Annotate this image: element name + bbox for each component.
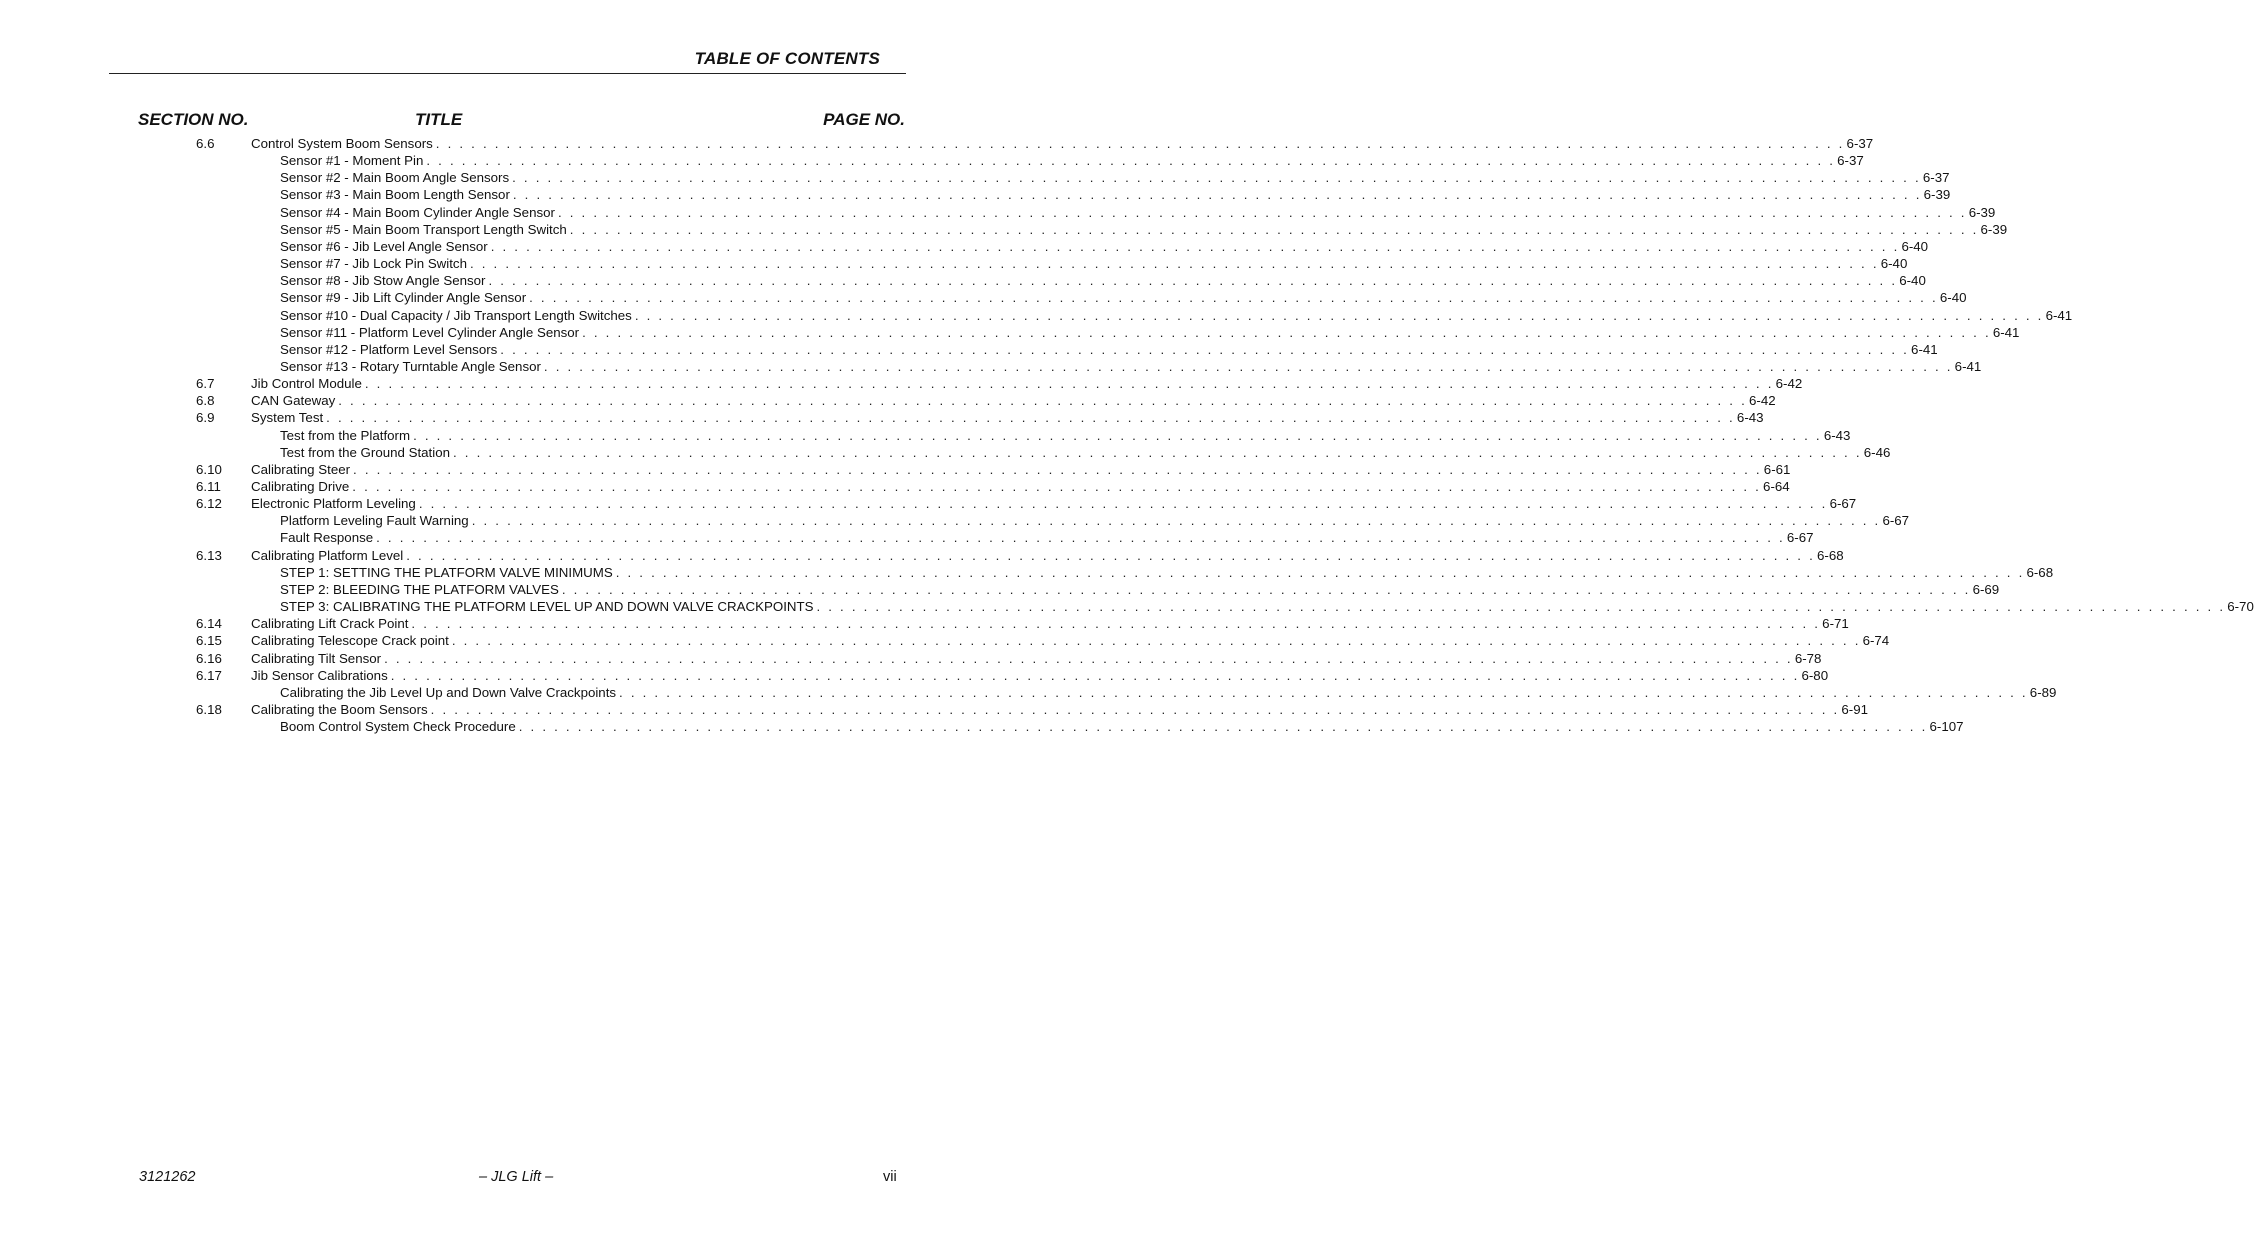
footer-publisher: – JLG Lift – (479, 1169, 554, 1185)
entry-title: Sensor #7 - Jib Lock Pin Switch (280, 256, 467, 272)
toc-entry-line (251, 667, 1829, 684)
entry-title: Sensor #3 - Main Boom Length Sensor (280, 187, 510, 203)
entry-page-number: 6-42 (1749, 393, 1776, 409)
entry-page-number: 6-40 (1880, 256, 1908, 272)
entry-title: Calibrating Platform Level (251, 547, 404, 563)
entry-title: Sensor #4 - Main Boom Cylinder Angle Sensor (280, 204, 555, 220)
toc-entry[interactable] (0, 238, 1929, 255)
dot-leader: . . . . . . . . . . . . . . . . . . . . . . . . . . . . . . . . . . . . . . . . . . . . . . . . . . . . . . . . . . . . . . . . . . . . . . . . . . . . . . . . . . . . . . . . . . . . . . . . . . . . . . . . . . . . . . . . . . . . . . . . (435, 136, 1845, 151)
toc-entry-line (251, 409, 1764, 426)
toc-entry[interactable] (0, 495, 1857, 512)
toc-entry-line (280, 427, 1851, 444)
toc-entry[interactable] (0, 701, 1869, 718)
toc-entry[interactable] (0, 289, 1967, 306)
toc-entry-line (280, 529, 1814, 546)
entry-page-number: 6-61 (1763, 461, 1791, 477)
entry-page-number: 6-71 (1822, 616, 1849, 632)
dot-leader: . . . . . . . . . . . . . . . . . . . . . . . . . . . . . . . . . . . . . . . . . . . . . . . . . . . . . . . . . . . . . . . . . . . . . . . . . . . . . . . . . . . . . . . . . . . . . . . . . . . . . . . . . . . . . . . . . . . . . . . . (411, 616, 1821, 632)
toc-entry[interactable] (0, 650, 1822, 667)
entry-page-number: 6-37 (1922, 170, 1950, 186)
toc-entry-line (280, 598, 2254, 615)
section-number: 6.18 (196, 701, 222, 717)
toc-entry-line (280, 718, 1964, 735)
entry-page-number: 6-41 (1954, 358, 1982, 374)
entry-title: Test from the Ground Station (280, 444, 450, 460)
dot-leader: . . . . . . . . . . . . . . . . . . . . . . . . . . . . . . . . . . . . . . . . . . . . . . . . . . . . . . . . . . . . . . . . . . . . . . . . . . . . . . . . . . . . . . . . . . . . . . . . . . . . . . . . . . . . . . . . . . . . . . . . (338, 393, 1747, 409)
toc-entry-line (251, 478, 1790, 495)
toc-entry-line (251, 615, 1849, 632)
toc-entry-line (280, 581, 2000, 598)
toc-entry[interactable] (0, 272, 1926, 289)
toc-entry-line (251, 461, 1791, 478)
entry-page-number: 6-74 (1862, 633, 1890, 649)
toc-entry-line (280, 186, 1951, 203)
toc-entry[interactable] (0, 444, 1891, 461)
toc-entry-line (280, 204, 1996, 221)
toc-entry-line (251, 650, 1822, 667)
column-header-section: SECTION NO. (138, 110, 249, 129)
entry-page-number: 6-70 (2227, 599, 2254, 615)
footer-page-number: vii (883, 1169, 897, 1185)
toc-entry-line (280, 512, 1910, 529)
toc-entry-line (251, 495, 1857, 512)
toc-entry-line (280, 221, 2008, 238)
entry-title: Calibrating Telescope Crack point (251, 633, 449, 649)
entry-page-number: 6-41 (2045, 307, 2073, 323)
dot-leader: . . . . . . . . . . . . . . . . . . . . . . . . . . . . . . . . . . . . . . . . . . . . . . . . . . . . . . . . . . . . . . . . . . . . . . . . . . . . . . . . . . . . . . . . . . . . . . . . . . . . . . . . . . . . . . . . . . . . . . . . (326, 410, 1735, 426)
toc-entry[interactable] (0, 341, 1938, 358)
toc-entry-line (280, 444, 1891, 461)
toc-entry-line (280, 238, 1929, 255)
entry-title: Sensor #9 - Jib Lift Cylinder Angle Sensor (280, 290, 527, 306)
page-header-title: TABLE OF CONTENTS (694, 49, 880, 68)
toc-entry[interactable] (0, 632, 1890, 649)
toc-entry-line (251, 375, 1803, 392)
toc-entry[interactable] (0, 598, 2254, 615)
entry-page-number: 6-39 (1923, 187, 1951, 203)
entry-page-number: 6-37 (1837, 153, 1864, 169)
entry-page-number: 6-40 (1939, 290, 1967, 306)
toc-entry[interactable] (0, 135, 1874, 152)
dot-leader: . . . . . . . . . . . . . . . . . . . . . . . . . . . . . . . . . . . . . . . . . . . . . . . . . . . . . . . . . . . . . . . . . . . . . . . . . . . . . . . . . . . . . . . . . . . . . . . . . . . . . . . . . . . . . . . . . . . . . . . . (569, 221, 1979, 237)
dot-leader: . . . . . . . . . . . . . . . . . . . . . . . . . . . . . . . . . . . . . . . . . . . . . . . . . . . . . . . . . . . . . . . . . . . . . . . . . . . . . . . . . . . . . . . . . . . . . . . . . . . . . . . . . . . . . . . . . . . . . . . . (634, 307, 2044, 323)
toc-entry[interactable] (0, 186, 1951, 203)
entry-page-number: 6-91 (1841, 701, 1869, 717)
dot-leader: . . . . . . . . . . . . . . . . . . . . . . . . . . . . . . . . . . . . . . . . . . . . . . . . . . . . . . . . . . . . . . . . . . . . . . . . . . . . . . . . . . . . . . . . . . . . . . . . . . . . . . . . . . . . . . . . . . . . . . . . (816, 599, 2226, 615)
entry-title: Calibrating the Jib Level Up and Down Valve Crackpoints (280, 684, 617, 700)
dot-leader: . . . . . . . . . . . . . . . . . . . . . . . . . . . . . . . . . . . . . . . . . . . . . . . . . . . . . . . . . . . . . . . . . . . . . . . . . . . . . . . . . . . . . . . . . . . . . . . . . . . . . . . . . . . . . . . . . . . . . . . . (518, 719, 1928, 735)
dot-leader: . . . . . . . . . . . . . . . . . . . . . . . . . . . . . . . . . . . . . . . . . . . . . . . . . . . . . . . . . . . . . . . . . . . . . . . . . . . . . . . . . . . . . . . . . . . . . . . . . . . . . . . . . . . . . . . . . . . . . . . . (352, 479, 1762, 494)
toc-entry[interactable] (0, 615, 1849, 632)
dot-leader: . . . . . . . . . . . . . . . . . . . . . . . . . . . . . . . . . . . . . . . . . . . . . . . . . . . . . . . . . . . . . . . . . . . . . . . . . . . . . . . . . . . . . . . . . . . . . . . . . . . . . . . . . . . . . . . . . . . . . . . . (406, 547, 1815, 563)
toc-entry[interactable] (0, 307, 2073, 324)
toc-entry-line (280, 255, 1908, 272)
section-number: 6.6 (196, 136, 215, 151)
section-number: 6.16 (196, 650, 222, 666)
entry-title: Sensor #6 - Jib Level Angle Sensor (280, 238, 488, 254)
toc-entry-line (280, 152, 1864, 169)
toc-entry[interactable] (0, 392, 1776, 409)
entry-title: STEP 1: SETTING THE PLATFORM VALVE MINIMUMS (280, 564, 613, 580)
section-number: 6.15 (196, 633, 222, 649)
dot-leader: . . . . . . . . . . . . . . . . . . . . . . . . . . . . . . . . . . . . . . . . . . . . . . . . . . . . . . . . . . . . . . . . . . . . . . . . . . . . . . . . . . . . . . . . . . . . . . . . . . . . . . . . . . . . . . . . . . . . . . . . (390, 667, 1800, 683)
toc-entry-line (251, 392, 1776, 409)
entry-page-number: 6-41 (1911, 341, 1938, 357)
entry-title: STEP 3: CALIBRATING THE PLATFORM LEVEL UP AND DOWN VALVE CRACKPOINTS (280, 599, 814, 615)
toc-entry[interactable] (0, 169, 1950, 186)
toc-entry[interactable] (0, 375, 1803, 392)
section-number: 6.17 (196, 667, 222, 683)
dot-leader: . . . . . . . . . . . . . . . . . . . . . . . . . . . . . . . . . . . . . . . . . . . . . . . . . . . . . . . . . . . . . . . . . . . . . . . . . . . . . . . . . . . . . . . . . . . . . . . . . . . . . . . . . . . . . . . . . . . . . . . . (500, 341, 1910, 357)
entry-title: Control System Boom Sensors (251, 136, 433, 151)
toc-entry-line (280, 564, 2054, 581)
section-number: 6.9 (196, 410, 215, 426)
dot-leader: . . . . . . . . . . . . . . . . . . . . . . . . . . . . . . . . . . . . . . . . . . . . . . . . . . . . . . . . . . . . . . . . . . . . . . . . . . . . . . . . . . . . . . . . . . . . . . . . . . . . . . . . . . . . . . . . . . . . . . . . (384, 650, 1793, 666)
dot-leader: . . . . . . . . . . . . . . . . . . . . . . . . . . . . . . . . . . . . . . . . . . . . . . . . . . . . . . . . . . . . . . . . . . . . . . . . . . . . . . . . . . . . . . . . . . . . . . . . . . . . . . . . . . . . . . . . . . . . . . . . (512, 187, 1922, 203)
entry-title: Sensor #8 - Jib Stow Angle Sensor (280, 273, 486, 289)
entry-page-number: 6-67 (1786, 530, 1814, 546)
toc-entry-line (280, 289, 1967, 306)
entry-page-number: 6-37 (1846, 136, 1874, 151)
entry-title: Calibrating Drive (251, 479, 350, 494)
entry-title: Platform Leveling Fault Warning (280, 513, 469, 529)
section-number: 6.12 (196, 496, 222, 512)
entry-page-number: 6-80 (1801, 667, 1829, 683)
entry-title: Calibrating Lift Crack Point (251, 616, 409, 632)
dot-leader: . . . . . . . . . . . . . . . . . . . . . . . . . . . . . . . . . . . . . . . . . . . . . . . . . . . . . . . . . . . . . . . . . . . . . . . . . . . . . . . . . . . . . . . . . . . . . . . . . . . . . . . . . . . . . . . . . . . . . . . . (529, 290, 1938, 306)
entry-page-number: 6-69 (1972, 581, 2000, 597)
entry-page-number: 6-64 (1763, 479, 1790, 494)
entry-title: CAN Gateway (251, 393, 336, 409)
dot-leader: . . . . . . . . . . . . . . . . . . . . . . . . . . . . . . . . . . . . . . . . . . . . . . . . . . . . . . . . . . . . . . . . . . . . . . . . . . . . . . . . . . . . . . . . . . . . . . . . . . . . . . . . . . . . . . . . . . . . . . . . (453, 444, 1862, 460)
dot-leader: . . . . . . . . . . . . . . . . . . . . . . . . . . . . . . . . . . . . . . . . . . . . . . . . . . . . . . . . . . . . . . . . . . . . . . . . . . . . . . . . . . . . . . . . . . . . . . . . . . . . . . . . . . . . . . . . . . . . . . . . (512, 170, 1921, 186)
toc-entry[interactable] (0, 204, 1996, 221)
dot-leader: . . . . . . . . . . . . . . . . . . . . . . . . . . . . . . . . . . . . . . . . . . . . . . . . . . . . . . . . . . . . . . . . . . . . . . . . . . . . . . . . . . . . . . . . . . . . . . . . . . . . . . . . . . . . . . . . . . . . . . . . (430, 701, 1840, 717)
entry-title: Electronic Platform Leveling (251, 496, 416, 512)
entry-title: STEP 2: BLEEDING THE PLATFORM VALVES (280, 581, 559, 597)
toc-entry[interactable] (0, 581, 2000, 598)
dot-leader: . . . . . . . . . . . . . . . . . . . . . . . . . . . . . . . . . . . . . . . . . . . . . . . . . . . . . . . . . . . . . . . . . . . . . . . . . . . . . . . . . . . . . . . . . . . . . . . . . . . . . . . . . . . . . . . . . . . . . . . . (353, 461, 1762, 477)
dot-leader: . . . . . . . . . . . . . . . . . . . . . . . . . . . . . . . . . . . . . . . . . . . . . . . . . . . . . . . . . . . . . . . . . . . . . . . . . . . . . . . . . . . . . . . . . . . . . . . . . . . . . . . . . . . . . . . . . . . . . . . . (471, 513, 1881, 529)
section-number: 6.7 (196, 376, 215, 392)
entry-page-number: 6-89 (2029, 684, 2057, 700)
dot-leader: . . . . . . . . . . . . . . . . . . . . . . . . . . . . . . . . . . . . . . . . . . . . . . . . . . . . . . . . . . . . . . . . . . . . . . . . . . . . . . . . . . . . . . . . . . . . . . . . . . . . . . . . . . . . . . . . . . . . . . . . (376, 530, 1785, 546)
entry-title: Sensor #2 - Main Boom Angle Sensors (280, 170, 510, 186)
entry-page-number: 6-46 (1863, 444, 1891, 460)
dot-leader: . . . . . . . . . . . . . . . . . . . . . . . . . . . . . . . . . . . . . . . . . . . . . . . . . . . . . . . . . . . . . . . . . . . . . . . . . . . . . . . . . . . . . . . . . . . . . . . . . . . . . . . . . . . . . . . . . . . . . . . . (582, 324, 1991, 340)
toc-entry[interactable] (0, 564, 2054, 581)
entry-page-number: 6-67 (1882, 513, 1910, 529)
dot-leader: . . . . . . . . . . . . . . . . . . . . . . . . . . . . . . . . . . . . . . . . . . . . . . . . . . . . . . . . . . . . . . . . . . . . . . . . . . . . . . . . . . . . . . . . . . . . . . . . . . . . . . . . . . . . . . . . . . . . . . . . (543, 358, 1953, 374)
toc-entry[interactable] (0, 461, 1791, 478)
entry-page-number: 6-41 (1992, 324, 2020, 340)
dot-leader: . . . . . . . . . . . . . . . . . . . . . . . . . . . . . . . . . . . . . . . . . . . . . . . . . . . . . . . . . . . . . . . . . . . . . . . . . . . . . . . . . . . . . . . . . . . . . . . . . . . . . . . . . . . . . . . . . . . . . . . . (413, 427, 1822, 443)
toc-entry[interactable] (0, 255, 1908, 272)
toc-entry[interactable] (0, 512, 1910, 529)
entry-title: Calibrating Tilt Sensor (251, 650, 382, 666)
entry-page-number: 6-43 (1736, 410, 1764, 426)
entry-title: Fault Response (280, 530, 374, 546)
entry-page-number: 6-67 (1829, 496, 1857, 512)
toc-entry[interactable] (0, 152, 1864, 169)
entry-page-number: 6-40 (1901, 238, 1929, 254)
toc-entry[interactable] (0, 529, 1814, 546)
entry-title: Sensor #11 - Platform Level Cylinder Angle Sensor (280, 324, 580, 340)
entry-page-number: 6-43 (1823, 427, 1851, 443)
toc-entry-line (280, 169, 1950, 186)
toc-entry[interactable] (0, 427, 1851, 444)
dot-leader: . . . . . . . . . . . . . . . . . . . . . . . . . . . . . . . . . . . . . . . . . . . . . . . . . . . . . . . . . . . . . . . . . . . . . . . . . . . . . . . . . . . . . . . . . . . . . . . . . . . . . . . . . . . . . . . . . . . . . . . . (619, 684, 2028, 700)
dot-leader: . . . . . . . . . . . . . . . . . . . . . . . . . . . . . . . . . . . . . . . . . . . . . . . . . . . . . . . . . . . . . . . . . . . . . . . . . . . . . . . . . . . . . . . . . . . . . . . . . . . . . . . . . . . . . . . . . . . . . . . . (561, 581, 1971, 597)
dot-leader: . . . . . . . . . . . . . . . . . . . . . . . . . . . . . . . . . . . . . . . . . . . . . . . . . . . . . . . . . . . . . . . . . . . . . . . . . . . . . . . . . . . . . . . . . . . . . . . . . . . . . . . . . . . . . . . . . . . . . . . . (364, 376, 1774, 392)
toc-entry[interactable] (0, 478, 1790, 495)
entry-title: Sensor #12 - Platform Level Sensors (280, 341, 498, 357)
toc-entry-line (251, 632, 1890, 649)
toc-entry[interactable] (0, 409, 1764, 426)
toc-entry[interactable] (0, 684, 2057, 701)
entry-title: Jib Control Module (251, 376, 362, 392)
entry-title: Sensor #1 - Moment Pin (280, 153, 424, 169)
dot-leader: . . . . . . . . . . . . . . . . . . . . . . . . . . . . . . . . . . . . . . . . . . . . . . . . . . . . . . . . . . . . . . . . . . . . . . . . . . . . . . . . . . . . . . . . . . . . . . . . . . . . . . . . . . . . . . . . . . . . . . . . (451, 633, 1861, 649)
entry-title: Calibrating Steer (251, 461, 351, 477)
dot-leader: . . . . . . . . . . . . . . . . . . . . . . . . . . . . . . . . . . . . . . . . . . . . . . . . . . . . . . . . . . . . . . . . . . . . . . . . . . . . . . . . . . . . . . . . . . . . . . . . . . . . . . . . . . . . . . . . . . . . . . . . (488, 273, 1898, 289)
toc-entry[interactable] (0, 221, 2008, 238)
entry-title: Calibrating the Boom Sensors (251, 701, 428, 717)
toc-entry-line (251, 135, 1874, 152)
dot-leader: . . . . . . . . . . . . . . . . . . . . . . . . . . . . . . . . . . . . . . . . . . . . . . . . . . . . . . . . . . . . . . . . . . . . . . . . . . . . . . . . . . . . . . . . . . . . . . . . . . . . . . . . . . . . . . . . . . . . . . . . (615, 564, 2025, 580)
header-rule (109, 73, 906, 74)
entry-title: Boom Control System Check Procedure (280, 719, 516, 735)
toc-entry-line (251, 547, 1844, 564)
entry-title: Test from the Platform (280, 427, 411, 443)
entry-title: Sensor #13 - Rotary Turntable Angle Sensor (280, 358, 541, 374)
entry-title: Jib Sensor Calibrations (251, 667, 388, 683)
toc-entry-line (280, 307, 2073, 324)
entry-page-number: 6-78 (1794, 650, 1822, 666)
entry-page-number: 6-42 (1775, 376, 1803, 392)
section-number: 6.8 (196, 393, 215, 409)
entry-title: Sensor #10 - Dual Capacity / Jib Transport Length Switches (280, 307, 632, 323)
footer-doc-number: 3121262 (139, 1169, 196, 1185)
toc-entry-line (280, 684, 2057, 701)
entry-title: System Test (251, 410, 324, 426)
toc-entry-line (280, 341, 1938, 358)
entry-page-number: 6-107 (1929, 719, 1964, 735)
dot-leader: . . . . . . . . . . . . . . . . . . . . . . . . . . . . . . . . . . . . . . . . . . . . . . . . . . . . . . . . . . . . . . . . . . . . . . . . . . . . . . . . . . . . . . . . . . . . . . . . . . . . . . . . . . . . . . . . . . . . . . . . (426, 153, 1836, 169)
dot-leader: . . . . . . . . . . . . . . . . . . . . . . . . . . . . . . . . . . . . . . . . . . . . . . . . . . . . . . . . . . . . . . . . . . . . . . . . . . . . . . . . . . . . . . . . . . . . . . . . . . . . . . . . . . . . . . . . . . . . . . . . (418, 496, 1828, 512)
entry-page-number: 6-39 (1968, 204, 1996, 220)
toc-entry[interactable] (0, 718, 1964, 735)
toc-entry[interactable] (0, 547, 1844, 564)
toc-entry[interactable] (0, 324, 2020, 341)
section-number: 6.11 (196, 479, 221, 494)
toc-entry-line (251, 701, 1869, 718)
column-header-page: PAGE NO. (823, 110, 905, 129)
column-header-title: TITLE (415, 110, 463, 129)
entry-title: Sensor #5 - Main Boom Transport Length Switch (280, 221, 567, 237)
dot-leader: . . . . . . . . . . . . . . . . . . . . . . . . . . . . . . . . . . . . . . . . . . . . . . . . . . . . . . . . . . . . . . . . . . . . . . . . . . . . . . . . . . . . . . . . . . . . . . . . . . . . . . . . . . . . . . . . . . . . . . . . (490, 238, 1900, 254)
entry-page-number: 6-68 (2026, 564, 2054, 580)
section-number: 6.13 (196, 547, 222, 563)
entry-page-number: 6-68 (1817, 547, 1844, 563)
entry-page-number: 6-40 (1899, 273, 1926, 289)
toc-entry-line (280, 324, 2020, 341)
toc-entry[interactable] (0, 667, 1829, 684)
section-number: 6.14 (196, 616, 222, 632)
toc-entry[interactable] (0, 358, 1982, 375)
section-number: 6.10 (196, 461, 222, 477)
dot-leader: . . . . . . . . . . . . . . . . . . . . . . . . . . . . . . . . . . . . . . . . . . . . . . . . . . . . . . . . . . . . . . . . . . . . . . . . . . . . . . . . . . . . . . . . . . . . . . . . . . . . . . . . . . . . . . . . . . . . . . . . (469, 256, 1879, 272)
toc-entry-line (280, 358, 1982, 375)
dot-leader: . . . . . . . . . . . . . . . . . . . . . . . . . . . . . . . . . . . . . . . . . . . . . . . . . . . . . . . . . . . . . . . . . . . . . . . . . . . . . . . . . . . . . . . . . . . . . . . . . . . . . . . . . . . . . . . . . . . . . . . . (557, 204, 1967, 220)
entry-page-number: 6-39 (1980, 221, 2008, 237)
toc-entry-line (280, 272, 1926, 289)
